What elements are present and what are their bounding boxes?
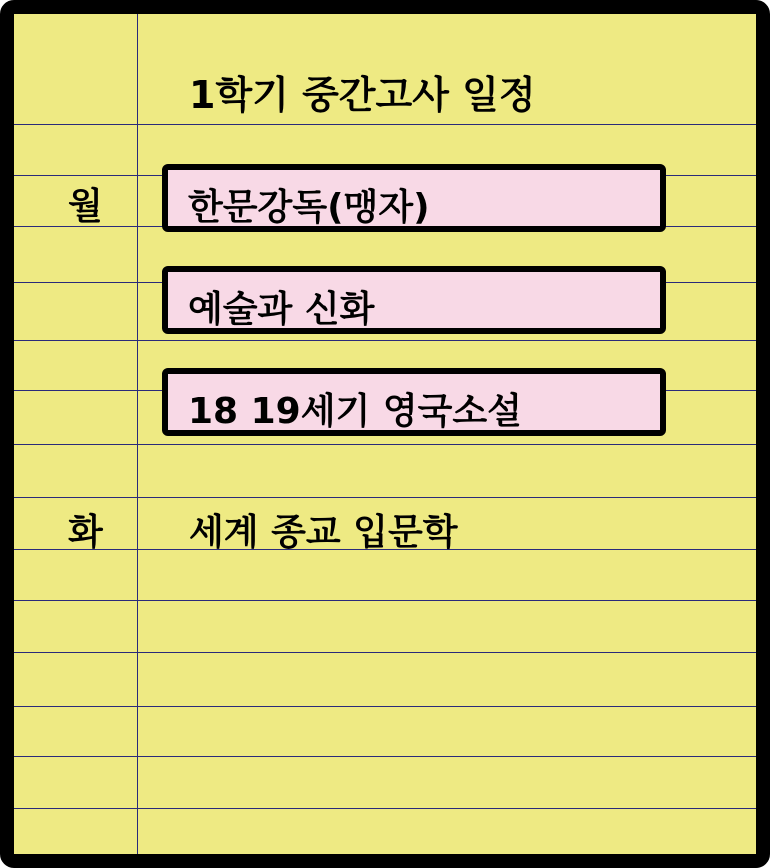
day-label-tuesday: 화: [68, 512, 103, 553]
exam-course-box: [162, 164, 666, 232]
ruled-line: [14, 497, 756, 498]
ruled-line: [14, 756, 756, 757]
ruled-line: [14, 600, 756, 601]
day-label-monday: 월: [68, 186, 103, 227]
ruled-line: [14, 706, 756, 707]
exam-course-label: 세계 종교 입문학: [189, 512, 458, 553]
exam-course-label: 18 19세기 영국소설: [188, 391, 522, 432]
ruled-line: [14, 808, 756, 809]
schedule-title: 1학기 중간고사 일정: [189, 73, 536, 117]
exam-course-box: [162, 266, 666, 334]
exam-course-box: [162, 368, 666, 436]
exam-course-label: 한문강독(맹자): [188, 187, 430, 228]
ruled-line: [14, 444, 756, 445]
ruled-line: [14, 124, 756, 125]
ruled-line: [14, 340, 756, 341]
ruled-line: [14, 652, 756, 653]
exam-course-label: 예술과 신화: [188, 289, 375, 330]
margin-line: [137, 14, 138, 854]
